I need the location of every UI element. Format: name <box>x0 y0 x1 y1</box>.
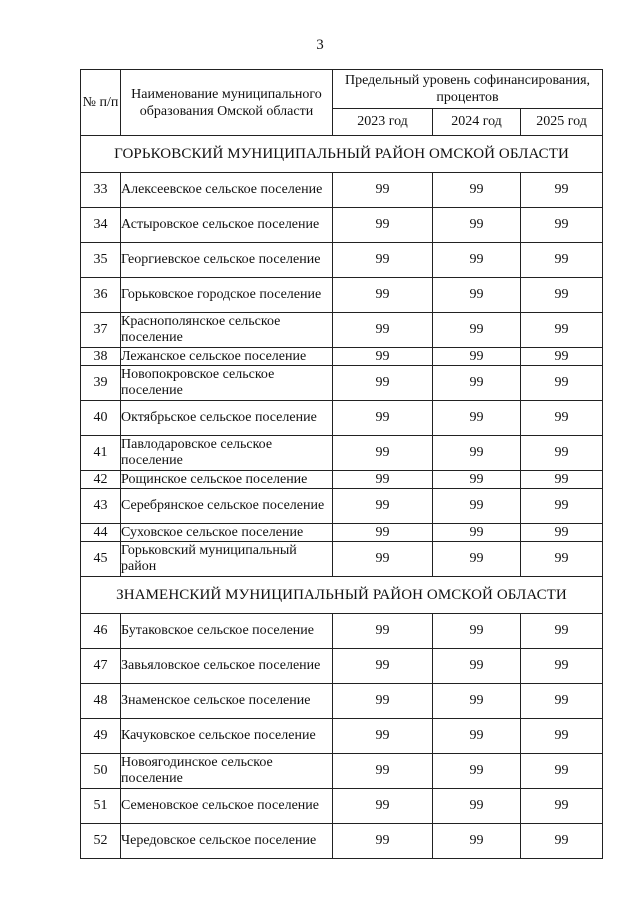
municipality-name: Бутаковское сельское поселение <box>121 614 333 649</box>
municipality-name: Лежанское сельское поселение <box>121 348 333 366</box>
value-2023: 99 <box>333 436 433 471</box>
municipality-name: Павлодаровское сельское поселение <box>121 436 333 471</box>
value-2025: 99 <box>521 719 603 754</box>
header-cofinancing-level: Предельный уровень софинансирования, процентов <box>333 70 603 109</box>
municipality-name: Завьяловское сельское поселение <box>121 649 333 684</box>
table-row <box>81 401 603 436</box>
municipality-name: Суховское сельское поселение <box>121 524 333 542</box>
table-body <box>81 136 603 859</box>
row-number: 50 <box>81 754 121 789</box>
value-2025: 99 <box>521 489 603 524</box>
table-row <box>81 348 603 366</box>
row-number: 35 <box>81 243 121 278</box>
value-2024: 99 <box>433 436 521 471</box>
value-2023: 99 <box>333 471 433 489</box>
value-2024: 99 <box>433 348 521 366</box>
value-2023: 99 <box>333 824 433 859</box>
value-2025: 99 <box>521 173 603 208</box>
municipality-name: Семеновское сельское поселение <box>121 789 333 824</box>
table-row <box>81 614 603 649</box>
value-2023: 99 <box>333 524 433 542</box>
value-2025: 99 <box>521 436 603 471</box>
table-row <box>81 313 603 348</box>
municipality-name: Знаменское сельское поселение <box>121 684 333 719</box>
value-2024: 99 <box>433 243 521 278</box>
value-2023: 99 <box>333 348 433 366</box>
row-number: 51 <box>81 789 121 824</box>
row-number: 44 <box>81 524 121 542</box>
page-number: 3 <box>316 37 324 53</box>
value-2025: 99 <box>521 614 603 649</box>
municipality-name: Октябрьское сельское поселение <box>121 401 333 436</box>
value-2025: 99 <box>521 401 603 436</box>
municipality-name: Новопокровское сельское поселение <box>121 366 333 401</box>
value-2025: 99 <box>521 684 603 719</box>
row-number: 37 <box>81 313 121 348</box>
value-2024: 99 <box>433 366 521 401</box>
municipality-name: Астыровское сельское поселение <box>121 208 333 243</box>
table-row <box>81 542 603 577</box>
value-2025: 99 <box>521 754 603 789</box>
value-2024: 99 <box>433 542 521 577</box>
row-number: 39 <box>81 366 121 401</box>
row-number: 36 <box>81 278 121 313</box>
table-row <box>81 366 603 401</box>
value-2025: 99 <box>521 471 603 489</box>
value-2025: 99 <box>521 313 603 348</box>
municipality-name: Краснополянское сельское поселение <box>121 313 333 348</box>
section-title: ГОРЬКОВСКИЙ МУНИЦИПАЛЬНЫЙ РАЙОН ОМСКОЙ ОБЛАСТИ <box>81 136 603 173</box>
municipality-name: Новоягодинское сельское поселение <box>121 754 333 789</box>
header-num: № п/п <box>81 70 121 136</box>
row-number: 33 <box>81 173 121 208</box>
municipality-name: Горьковское городское поселение <box>121 278 333 313</box>
table-row <box>81 824 603 859</box>
value-2024: 99 <box>433 208 521 243</box>
row-number: 41 <box>81 436 121 471</box>
table-row <box>81 278 603 313</box>
municipality-name: Качуковское сельское поселение <box>121 719 333 754</box>
table-row <box>81 489 603 524</box>
value-2023: 99 <box>333 401 433 436</box>
header-year-2024: 2024 год <box>433 109 521 136</box>
municipality-name: Горьковский муниципальный район <box>121 542 333 577</box>
value-2024: 99 <box>433 614 521 649</box>
table-row <box>81 173 603 208</box>
municipality-name: Рощинское сельское поселение <box>121 471 333 489</box>
value-2024: 99 <box>433 719 521 754</box>
table-row <box>81 436 603 471</box>
value-2024: 99 <box>433 313 521 348</box>
value-2025: 99 <box>521 789 603 824</box>
value-2023: 99 <box>333 542 433 577</box>
value-2024: 99 <box>433 789 521 824</box>
table-header <box>81 70 603 136</box>
cofinancing-table <box>80 69 603 859</box>
value-2025: 99 <box>521 348 603 366</box>
value-2023: 99 <box>333 489 433 524</box>
table-row <box>81 684 603 719</box>
section-title: ЗНАМЕНСКИЙ МУНИЦИПАЛЬНЫЙ РАЙОН ОМСКОЙ ОБЛАСТИ <box>81 577 603 614</box>
row-number: 46 <box>81 614 121 649</box>
section-row <box>81 136 603 173</box>
value-2025: 99 <box>521 649 603 684</box>
value-2023: 99 <box>333 649 433 684</box>
value-2025: 99 <box>521 278 603 313</box>
value-2024: 99 <box>433 649 521 684</box>
row-number: 34 <box>81 208 121 243</box>
row-number: 47 <box>81 649 121 684</box>
row-number: 43 <box>81 489 121 524</box>
row-number: 40 <box>81 401 121 436</box>
value-2023: 99 <box>333 789 433 824</box>
municipality-name: Алексеевское сельское поселение <box>121 173 333 208</box>
header-year-2025: 2025 год <box>521 109 603 136</box>
header-name: Наименование муниципального образования Омской области <box>121 70 333 136</box>
value-2025: 99 <box>521 208 603 243</box>
value-2025: 99 <box>521 243 603 278</box>
value-2023: 99 <box>333 366 433 401</box>
value-2024: 99 <box>433 471 521 489</box>
value-2024: 99 <box>433 754 521 789</box>
value-2024: 99 <box>433 684 521 719</box>
table-row <box>81 719 603 754</box>
value-2024: 99 <box>433 401 521 436</box>
value-2023: 99 <box>333 684 433 719</box>
row-number: 52 <box>81 824 121 859</box>
value-2023: 99 <box>333 719 433 754</box>
value-2025: 99 <box>521 366 603 401</box>
value-2023: 99 <box>333 313 433 348</box>
municipality-name: Георгиевское сельское поселение <box>121 243 333 278</box>
row-number: 49 <box>81 719 121 754</box>
municipality-name: Серебрянское сельское поселение <box>121 489 333 524</box>
value-2024: 99 <box>433 824 521 859</box>
row-number: 48 <box>81 684 121 719</box>
section-row <box>81 577 603 614</box>
header-year-2023: 2023 год <box>333 109 433 136</box>
table-row <box>81 471 603 489</box>
value-2024: 99 <box>433 524 521 542</box>
value-2024: 99 <box>433 173 521 208</box>
value-2023: 99 <box>333 754 433 789</box>
value-2023: 99 <box>333 173 433 208</box>
municipality-name: Чередовское сельское поселение <box>121 824 333 859</box>
table-row <box>81 649 603 684</box>
value-2023: 99 <box>333 614 433 649</box>
value-2023: 99 <box>333 278 433 313</box>
table-row <box>81 789 603 824</box>
value-2024: 99 <box>433 278 521 313</box>
value-2025: 99 <box>521 524 603 542</box>
row-number: 38 <box>81 348 121 366</box>
table-row <box>81 524 603 542</box>
value-2023: 99 <box>333 243 433 278</box>
value-2025: 99 <box>521 824 603 859</box>
row-number: 42 <box>81 471 121 489</box>
table-row <box>81 208 603 243</box>
table-row <box>81 243 603 278</box>
value-2024: 99 <box>433 489 521 524</box>
value-2023: 99 <box>333 208 433 243</box>
table-row <box>81 754 603 789</box>
value-2025: 99 <box>521 542 603 577</box>
row-number: 45 <box>81 542 121 577</box>
